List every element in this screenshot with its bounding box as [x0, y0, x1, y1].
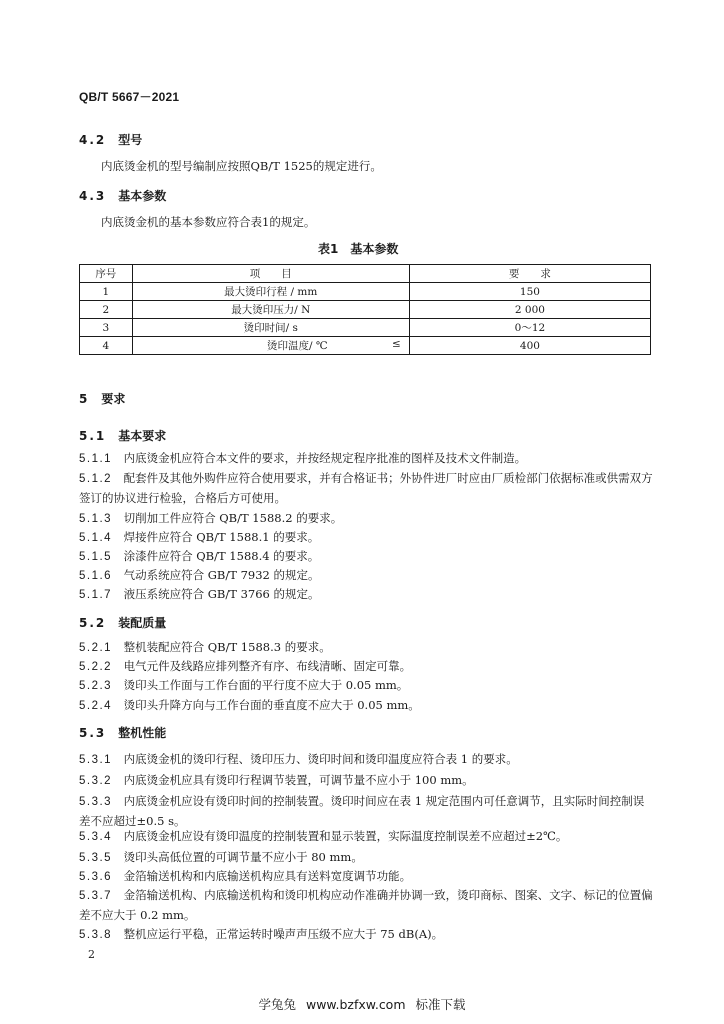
clause-5-2-1: 5.2.1 整机装配应符合 QB/T 1588.3 的要求。: [79, 640, 331, 654]
cell-item: 最大烫印行程 / mm: [132, 283, 409, 301]
header-requirement: 要 求: [409, 265, 650, 283]
cell-item: 烫印温度/ ℃ ≤: [132, 337, 409, 355]
clause-5-1-5: 5.1.5 涂漆件应符合 QB/T 1588.4 的要求。: [79, 549, 320, 563]
table-caption: 表1 基本参数: [318, 242, 399, 256]
clause-5-1-4: 5.1.4 焊接件应符合 QB/T 1588.1 的要求。: [79, 530, 320, 544]
cell-no: 3: [80, 319, 133, 337]
clause-5-3-4: 5.3.4 内底烫金机应设有烫印温度的控制装置和显示装置，实际温度控制误差不应超过±2℃。: [79, 829, 568, 843]
paragraph-4-2: 内底烫金机的型号编制应按照QB/T 1525的规定进行。: [101, 159, 382, 173]
section-heading-5-3: 5.3 整机性能: [79, 726, 167, 740]
cell-item: 烫印时间/ s: [132, 319, 409, 337]
clause-5-2-2: 5.2.2 电气元件及线路应排列整齐有序、布线清晰、固定可靠。: [79, 659, 412, 673]
section-heading-5-1: 5.1 基本要求: [79, 429, 167, 443]
clause-5-1-7: 5.1.7 液压系统应符合 GB/T 3766 的规定。: [79, 587, 320, 601]
paragraph-4-3: 内底烫金机的基本参数应符合表1的规定。: [101, 215, 316, 229]
clause-5-3-5: 5.3.5 烫印头高低位置的可调节量不应小于 80 mm。: [79, 850, 363, 864]
cell-item: 最大烫印压力/ N: [132, 301, 409, 319]
document-code: QB/T 5667－2021: [79, 90, 180, 104]
header-item: 项 目: [132, 265, 409, 283]
clause-5-1-1: 5.1.1 内底烫金机应符合本文件的要求，并按经规定程序批准的图样及技术文件制造。: [79, 451, 527, 465]
table-row: [80, 301, 651, 319]
clause-5-2-3: 5.2.3 烫印头工作面与工作台面的平行度不应大于 0.05 mm。: [79, 678, 409, 692]
clause-5-1-6: 5.1.6 气动系统应符合 GB/T 7932 的规定。: [79, 568, 320, 582]
section-heading-4-2: 4.2 型号: [79, 133, 143, 147]
cell-req: 0～12: [409, 319, 650, 337]
cell-no: 2: [80, 301, 133, 319]
table-header-row: [80, 265, 651, 283]
section-heading-5: 5 要求: [79, 392, 126, 406]
clause-5-2-4: 5.2.4 烫印头升降方向与工作台面的垂直度不应大于 0.05 mm。: [79, 698, 420, 712]
table-row: [80, 319, 651, 337]
clause-5-3-3: 5.3.3 内底烫金机应设有烫印时间的控制装置。烫印时间应在表 1 规定范围内可任意调节，且实际时间控制误差不应超过±0.5 s。: [79, 794, 645, 828]
clause-5-3-6: 5.3.6 金箔输送机构和内底输送机构应具有送料宽度调节功能。: [79, 869, 412, 883]
clause-5-3-8: 5.3.8 整机应运行平稳，正常运转时噪声声压级不应大于 75 dB(A)。: [79, 927, 444, 941]
clause-5-1-2: 5.1.2 配套件及其他外购件应符合使用要求，并有合格证书；外协件进厂时应由厂质检部门依据标准或供需双方签订的协议进行检验，合格后方可使用。: [79, 471, 653, 505]
cell-req: 2 000: [409, 301, 650, 319]
section-heading-4-3: 4.3 基本参数: [79, 189, 167, 203]
cell-no: 1: [80, 283, 133, 301]
table-row: [80, 337, 651, 355]
clause-5-3-1: 5.3.1 内底烫金机的烫印行程、烫印压力、烫印时间和烫印温度应符合表 1 的要求。: [79, 752, 518, 766]
clause-5-1-3: 5.1.3 切削加工件应符合 QB/T 1588.2 的要求。: [79, 511, 343, 525]
clause-5-3-2: 5.3.2 内底烫金机应具有烫印行程调节装置，可调节量不应小于 100 mm。: [79, 773, 474, 787]
page-number: 2: [88, 948, 95, 961]
section-heading-5-2: 5.2 装配质量: [79, 616, 167, 630]
parameters-table: [79, 264, 651, 355]
clause-5-3-7: 5.3.7 金箔输送机构、内底输送机构和烫印机构应动作准确并协调一致，烫印商标、图案、文字、标记的位置偏差不应大于 0.2 mm。: [79, 888, 653, 922]
watermark-footer: 学兔兔 www.bzfxw.com 标准下载: [258, 997, 466, 1012]
header-no: 序号: [80, 265, 133, 283]
cell-req: 400: [409, 337, 650, 355]
cell-no: 4: [80, 337, 133, 355]
cell-req: 150: [409, 283, 650, 301]
less-equal-symbol: ≤: [392, 338, 401, 350]
table-row: [80, 283, 651, 301]
